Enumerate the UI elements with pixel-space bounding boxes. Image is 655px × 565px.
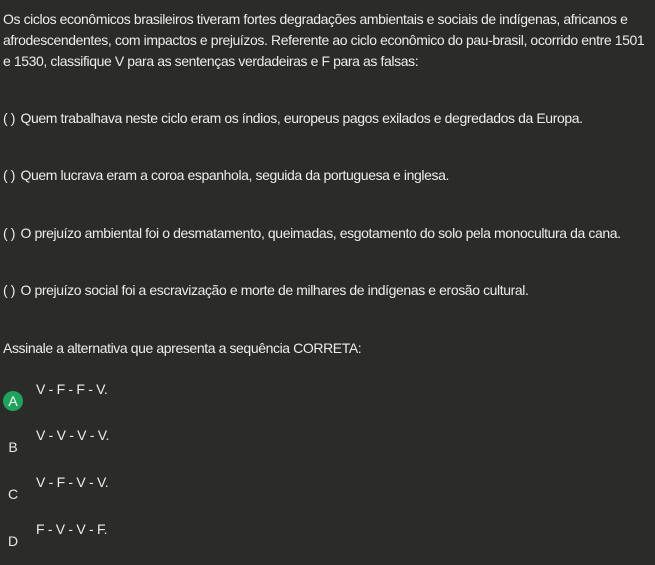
statement-2 [3,167,449,183]
option-text[interactable]: V - V - V - V. [36,427,110,443]
statement-text: O prejuízo social foi a escravização e morte de milhares de indígenas e erosão cultural. [20,282,529,298]
option-b[interactable] [0,429,655,469]
option-letter-badge[interactable]: D [7,533,19,549]
statement-text: O prejuízo ambiental foi o desmatamento, queimadas, esgotamento do solo pela monocultura da cana. [20,225,621,241]
option-a[interactable] [0,383,655,423]
option-letter-badge[interactable]: C [7,486,19,502]
option-letter-badge[interactable]: B [8,439,18,455]
statement-text: Quem trabalhava neste ciclo eram os índios, europeus pagos exilados e degredados da Europa. [20,110,583,126]
statement-blank[interactable]: ( ) [3,167,16,183]
option-text[interactable]: V - F - F - V. [36,381,108,397]
statement-1 [3,110,583,126]
statement-blank[interactable]: ( ) [3,110,16,126]
answer-prompt: Assinale a alternativa que apresenta a sequência CORRETA: [3,340,362,356]
option-letter-badge[interactable]: A [3,391,23,411]
statement-3 [3,225,621,241]
statement-blank[interactable]: ( ) [3,282,16,298]
statement-4 [3,282,529,298]
statement-text: Quem lucrava eram a coroa espanhola, seguida da portuguesa e inglesa. [20,167,449,183]
option-d[interactable] [0,523,655,563]
option-text[interactable]: V - F - V - V. [36,474,109,490]
question-text: Os ciclos econômicos brasileiros tiveram fortes degradações ambientais e sociais de indígenas, africanos e afrodescendentes, com impactos e prejuízos. Referente ao ciclo econômico do pau-brasil, ocorrido entre 1501 e 1530, classifique V para as sentenças verdadeiras e F para as falsas: [3,11,645,69]
option-c[interactable] [0,476,655,516]
option-text[interactable]: F - V - V - F. [36,521,108,537]
statement-blank[interactable]: ( ) [3,225,16,241]
